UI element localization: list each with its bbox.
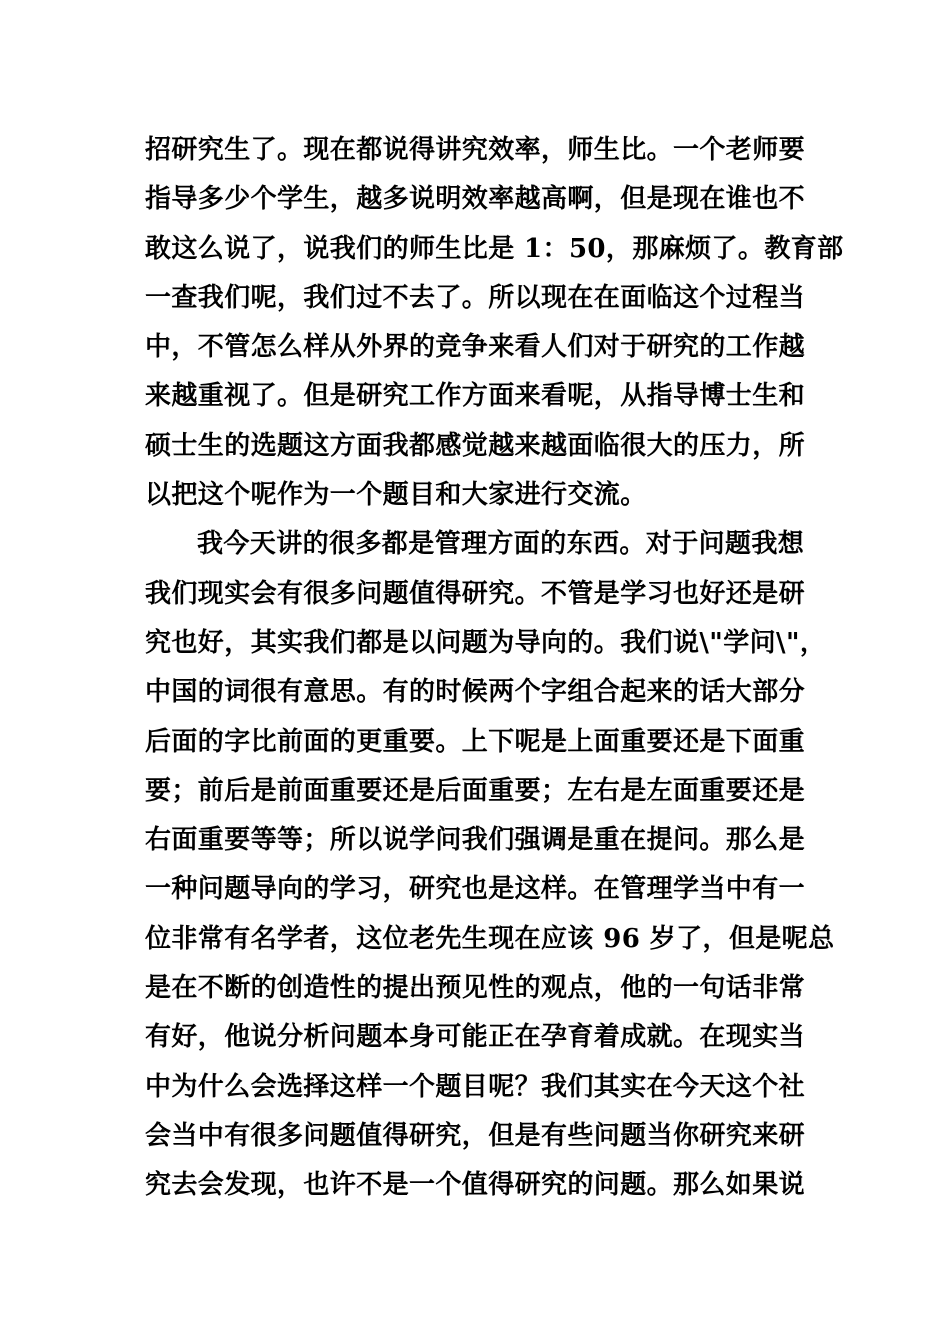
paragraph-line: 究去会发现，也许不是一个值得研究的问题。那么如果说 bbox=[145, 1170, 806, 1201]
paragraph-line: 中为什么会选择这样一个题目呢？我们其实在今天这个社 bbox=[145, 1071, 806, 1102]
paragraph-line: 一查我们呢，我们过不去了。所以现在在面临这个过程当 bbox=[145, 282, 806, 313]
paragraph-line: 位非常有名学者，这位老先生现在应该 96 岁了，但是呢总 bbox=[145, 923, 835, 954]
paragraph-line: 硕士生的选题这方面我都感觉越来越面临很大的压力，所 bbox=[145, 430, 806, 461]
paragraph-2 bbox=[145, 520, 835, 1210]
paragraph-line: 要；前后是前面重要还是后面重要；左右是左面重要还是 bbox=[145, 775, 806, 806]
paragraph-line: 招研究生了。现在都说得讲究效率，师生比。一个老师要 bbox=[145, 135, 806, 165]
paragraph-line: 以把这个呢作为一个题目和大家进行交流。 bbox=[145, 480, 647, 511]
paragraph-first-line: 我今天讲的很多都是管理方面的东西。对于问题我想 bbox=[197, 529, 805, 560]
paragraph-line: 中国的词很有意思。有的时候两个字组合起来的话大部分 bbox=[145, 677, 806, 708]
paragraph-line: 中，不管怎么样从外界的竞争来看人们对于研究的工作越 bbox=[145, 332, 806, 363]
paragraph-line: 会当中有很多问题值得研究，但是有些问题当你研究来研 bbox=[145, 1120, 806, 1151]
paragraph-line: 敢这么说了，说我们的师生比是 1：50，那麻烦了。教育部 bbox=[145, 233, 844, 264]
body-text bbox=[145, 126, 844, 1211]
paragraph-line: 究也好，其实我们都是以问题为导向的。我们说\"学问\"， bbox=[145, 627, 827, 658]
paragraph-line: 有好，他说分析问题本身可能正在孕育着成就。在现实当 bbox=[145, 1022, 806, 1053]
paragraph-line: 后面的字比前面的更重要。上下呢是上面重要还是下面重 bbox=[145, 726, 806, 757]
paragraph-line: 来越重视了。但是研究工作方面来看呢，从指导博士生和 bbox=[145, 381, 806, 412]
paragraph-line: 右面重要等等；所以说学问我们强调是重在提问。那么是 bbox=[145, 825, 806, 856]
paragraph-1 bbox=[145, 126, 844, 520]
paragraph-line: 指导多少个学生，越多说明效率越高啊，但是现在谁也不 bbox=[145, 184, 806, 215]
paragraph-line: 一种问题导向的学习，研究也是这样。在管理学当中有一 bbox=[145, 874, 806, 905]
paragraph-line: 我们现实会有很多问题值得研究。不管是学习也好还是研 bbox=[145, 578, 806, 609]
paragraph-line: 是在不断的创造性的提出预见性的观点，他的一句话非常 bbox=[145, 973, 806, 1004]
